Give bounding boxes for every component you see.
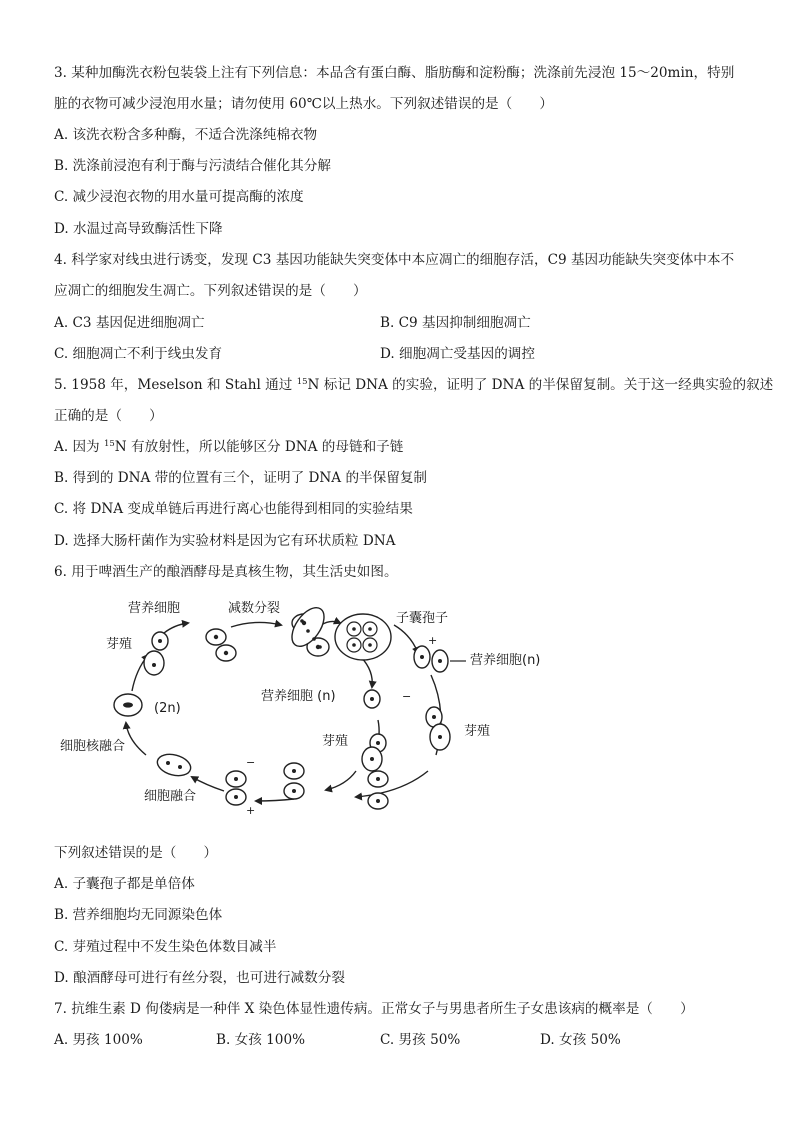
mating-type-plus-top: + <box>428 634 438 647</box>
q5-isotope-mass: 15 <box>296 377 308 387</box>
q6-question: 下列叙述错误的是（ ） <box>54 845 218 861</box>
q7-option-b: B. 女孩 100% <box>216 1032 306 1048</box>
q4-option-b: B. C9 基因抑制细胞凋亡 <box>380 315 531 331</box>
q4-stem-line2: 应凋亡的细胞发生凋亡。下列叙述错误的是（ ） <box>54 283 367 299</box>
mating-type-minus-bottom: − <box>246 756 256 769</box>
q7-option-a: A. 男孩 100% <box>54 1032 143 1048</box>
arrow-fusion-to-nuclear <box>192 777 224 791</box>
q5-stem-post: N 标记 DNA 的实验，证明了 DNA 的半保留复制。关于这一经典实验的叙述 <box>307 377 774 393</box>
label-vegetative-cell-right: 营养细胞(n) <box>470 653 541 668</box>
mating-type-plus-bottom: + <box>246 804 256 817</box>
arrow-to-cell-fusion <box>256 799 294 801</box>
q3-stem-line1: 3. 某种加酶洗衣粉包装袋上注有下列信息：本品含有蛋白酶、脂肪酶和淀粉酶；洗涤前先浸泡 15～20min，特别 <box>54 65 735 81</box>
label-budding-right: 芽殖 <box>464 724 491 739</box>
q6-option-c: C. 芽殖过程中不发生染色体数目减半 <box>54 939 277 955</box>
label-budding-left: 芽殖 <box>106 637 133 652</box>
q3-option-a: A. 该洗衣粉含多种酶，不适合洗涤纯棉衣物 <box>54 127 318 143</box>
label-ascospore: 子囊孢子 <box>396 611 449 626</box>
q5-option-a-pre: A. 因为 <box>54 439 104 455</box>
q6-option-d: D. 酿酒酵母可进行有丝分裂，也可进行减数分裂 <box>54 970 345 986</box>
q3-stem-line2: 脏的衣物可减少浸泡用水量；请勿使用 60℃以上热水。下列叙述错误的是（ ） <box>54 96 554 112</box>
q5-option-b: B. 得到的 DNA 带的位置有三个，证明了 DNA 的半保留复制 <box>54 470 428 486</box>
q4-stem-line1: 4. 科学家对线虫进行诱变，发现 C3 基因功能缺失突变体中本应凋亡的细胞存活，C9 基因功能缺失突变体中本不 <box>54 252 735 268</box>
label-cell-fusion: 细胞融合 <box>144 789 197 804</box>
arrow-to-meiosis <box>231 622 281 627</box>
ascus-outer <box>335 614 391 660</box>
arrow-ascus-to-right <box>394 625 418 653</box>
q5-option-a <box>54 437 403 457</box>
label-budding-center: 芽殖 <box>322 734 349 749</box>
q5-stem-pre: 5. 1958 年，Meselson 和 Stahl 通过 <box>54 377 297 393</box>
q7-option-d: D. 女孩 50% <box>540 1032 621 1048</box>
q5-option-d: D. 选择大肠杆菌作为实验材料是因为它有环状质粒 DNA <box>54 533 396 549</box>
arrow-right-to-bottom <box>356 771 428 797</box>
q5-option-a-isotope-mass: 15 <box>103 439 115 449</box>
label-meiosis: 减数分裂 <box>228 601 281 616</box>
q3-option-c: C. 减少浸泡衣物的用水量可提高酶的浓度 <box>54 189 304 205</box>
q3-option-b: B. 洗涤前浸泡有利于酶与污渍结合催化其分解 <box>54 158 331 174</box>
q6-option-b: B. 营养细胞均无同源染色体 <box>54 907 223 923</box>
q4-option-a: A. C3 基因促进细胞凋亡 <box>54 315 205 331</box>
yeast-life-cycle-figure <box>56 595 576 827</box>
label-nuclear-fusion: 细胞核融合 <box>60 739 126 754</box>
q5-option-a-post: N 有放射性，所以能够区分 DNA 的母链和子链 <box>114 439 404 455</box>
cell-fused <box>155 751 193 779</box>
q6-stem: 6. 用于啤酒生产的酿酒酵母是真核生物，其生活史如图。 <box>54 564 398 580</box>
q7-option-c: C. 男孩 50% <box>380 1032 461 1048</box>
q4-option-c: C. 细胞凋亡不利于线虫发育 <box>54 346 223 362</box>
q7-stem: 7. 抗维生素 D 佝偻病是一种伴 X 染色体显性遗传病。正常女子与男患者所生子女患该病的概率是（ ） <box>54 1001 694 1017</box>
arrow-ascus-to-center <box>361 657 372 687</box>
mating-type-minus-center: − <box>402 690 412 703</box>
arrow-nuclear-to-diploid <box>126 723 146 755</box>
q5-stem-line1 <box>54 375 773 395</box>
label-vegetative-cell-center: 营养细胞 (n) <box>261 689 336 704</box>
life-cycle-diagram <box>56 595 576 827</box>
q4-option-d: D. 细胞凋亡受基因的调控 <box>380 346 535 362</box>
arrow-center-to-bottom <box>326 771 356 790</box>
label-vegetative-cell-top: 营养细胞 <box>128 601 181 616</box>
q3-option-d: D. 水温过高导致酶活性下降 <box>54 221 223 237</box>
q6-option-a: A. 子囊孢子都是单倍体 <box>54 876 195 892</box>
arrow-budding-to-top <box>164 623 188 633</box>
q5-stem-line2: 正确的是（ ） <box>54 408 163 424</box>
q5-option-c: C. 将 DNA 变成单链后再进行离心也能得到相同的实验结果 <box>54 501 413 517</box>
label-diploid: (2n) <box>154 701 181 716</box>
